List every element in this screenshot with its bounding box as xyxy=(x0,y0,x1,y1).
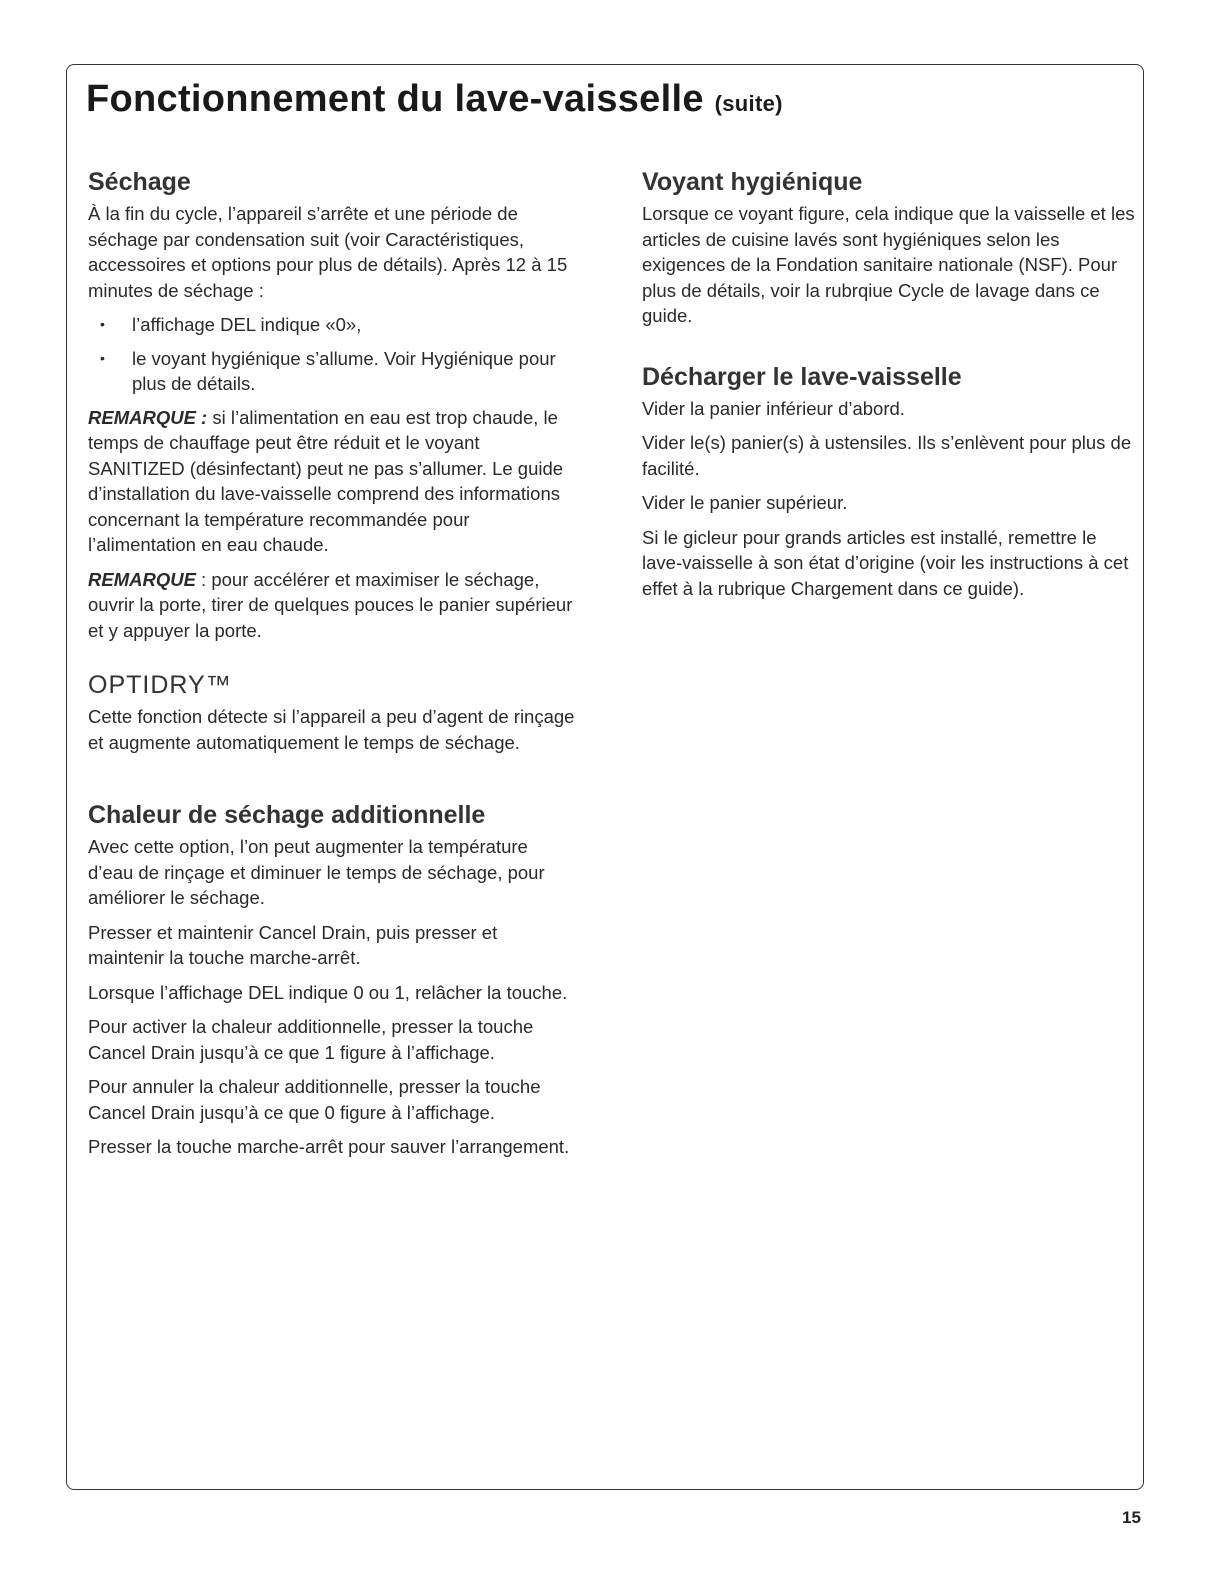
bullet-text: le voyant hygiénique s’allume. Voir Hygiénique pour plus de détails. xyxy=(132,347,556,394)
list-item xyxy=(100,312,578,338)
sechage-bullet-list xyxy=(88,312,578,397)
remark-1-label: REMARQUE : xyxy=(88,406,208,428)
heading-decharger: Décharger le lave-vaisselle xyxy=(642,362,962,391)
heading-sechage: Séchage xyxy=(88,168,191,196)
bullet-text: l’affichage DEL indique «0», xyxy=(132,314,362,335)
chaleur-paragraph: Presser la touche marche-arrêt pour sauver l’arrangement. xyxy=(88,1136,570,1157)
section-sechage xyxy=(88,168,578,643)
page-number: 15 xyxy=(1122,1508,1141,1527)
remark-2-label: REMARQUE xyxy=(88,568,196,590)
bullet-icon: • xyxy=(100,316,105,332)
page-title-text: Fonctionnement du lave-vaisselle xyxy=(86,78,704,120)
decharger-paragraph: Vider le(s) panier(s) à ustensiles. Ils s’enlèvent pour plus de facilité. xyxy=(642,432,1132,479)
remark-2 xyxy=(88,567,578,644)
chaleur-paragraph: Pour activer la chaleur additionnelle, presser la touche Cancel Drain jusqu’à ce que 1 figure à l’affichage. xyxy=(88,1016,534,1063)
remark-1 xyxy=(88,405,578,558)
decharger-paragraph: Si le gicleur pour grands articles est installé, remettre le lave-vaisselle à son état d’origine (voir les instructions à cet effet à la rubrique Chargement dans ce guide). xyxy=(642,526,1129,599)
section-chaleur xyxy=(88,801,578,1160)
section-voyant xyxy=(642,168,1137,329)
heading-chaleur: Chaleur de séchage additionnelle xyxy=(88,801,486,829)
optidry-text: Cette fonction détecte si l’appareil a peu d’agent de rinçage et augmente automatiquement le temps de séchage. xyxy=(88,706,575,753)
section-decharger xyxy=(642,363,1137,602)
list-item xyxy=(100,346,578,397)
heading-optidry: OPTIDRY™ xyxy=(88,671,232,699)
remark-2-text: : pour accélérer et maximiser le séchage, ouvrir la porte, tirer de quelques pouces le panier supérieur et y appuyer la porte. xyxy=(88,568,573,641)
section-optidry xyxy=(88,671,578,755)
right-column xyxy=(642,168,1137,610)
heading-voyant: Voyant hygiénique xyxy=(642,168,863,196)
chaleur-paragraph: Presser et maintenir Cancel Drain, puis presser et maintenir la touche marche-arrêt. xyxy=(88,921,498,968)
decharger-paragraph: Vider le panier supérieur. xyxy=(642,492,848,513)
bullet-icon: • xyxy=(100,349,105,366)
remark-1-text: si l’alimentation en eau est trop chaude, le temps de chauffage peut être réduit et le voyant SANITIZED (désinfectant) peut ne pas s’allumer. Le guide d’installation du lave-vaisselle comprend des informations concernant la température recommandée pour l’alimentation en eau chaude. xyxy=(88,406,564,555)
sechage-intro: À la fin du cycle, l’appareil s’arrête et une période de séchage par condensation suit (voir Caractéristiques, accessoires et options pour plus de détails). Après 12 à 15 minutes de séchage : xyxy=(88,203,568,301)
decharger-paragraph: Vider la panier inférieur d’abord. xyxy=(642,397,905,419)
chaleur-paragraph: Lorsque l’affichage DEL indique 0 ou 1, relâcher la touche. xyxy=(88,981,568,1003)
left-column xyxy=(88,168,578,1169)
page-title xyxy=(86,78,783,121)
voyant-text: Lorsque ce voyant figure, cela indique que la vaisselle et les articles de cuisine lavés sont hygiéniques selon les exigences de la Fondation sanitaire nationale (NSF). Pour plus de détails, voir la rubrqiue Cycle de lavage dans ce guide. xyxy=(642,203,1135,326)
page-title-suite: (suite) xyxy=(714,91,783,116)
chaleur-paragraph: Pour annuler la chaleur additionnelle, presser la touche Cancel Drain jusqu’à ce que 0 figure à l’affichage. xyxy=(88,1076,541,1123)
chaleur-paragraph: Avec cette option, l’on peut augmenter la température d’eau de rinçage et diminuer le temps de séchage, pour améliorer le séchage. xyxy=(88,836,545,908)
